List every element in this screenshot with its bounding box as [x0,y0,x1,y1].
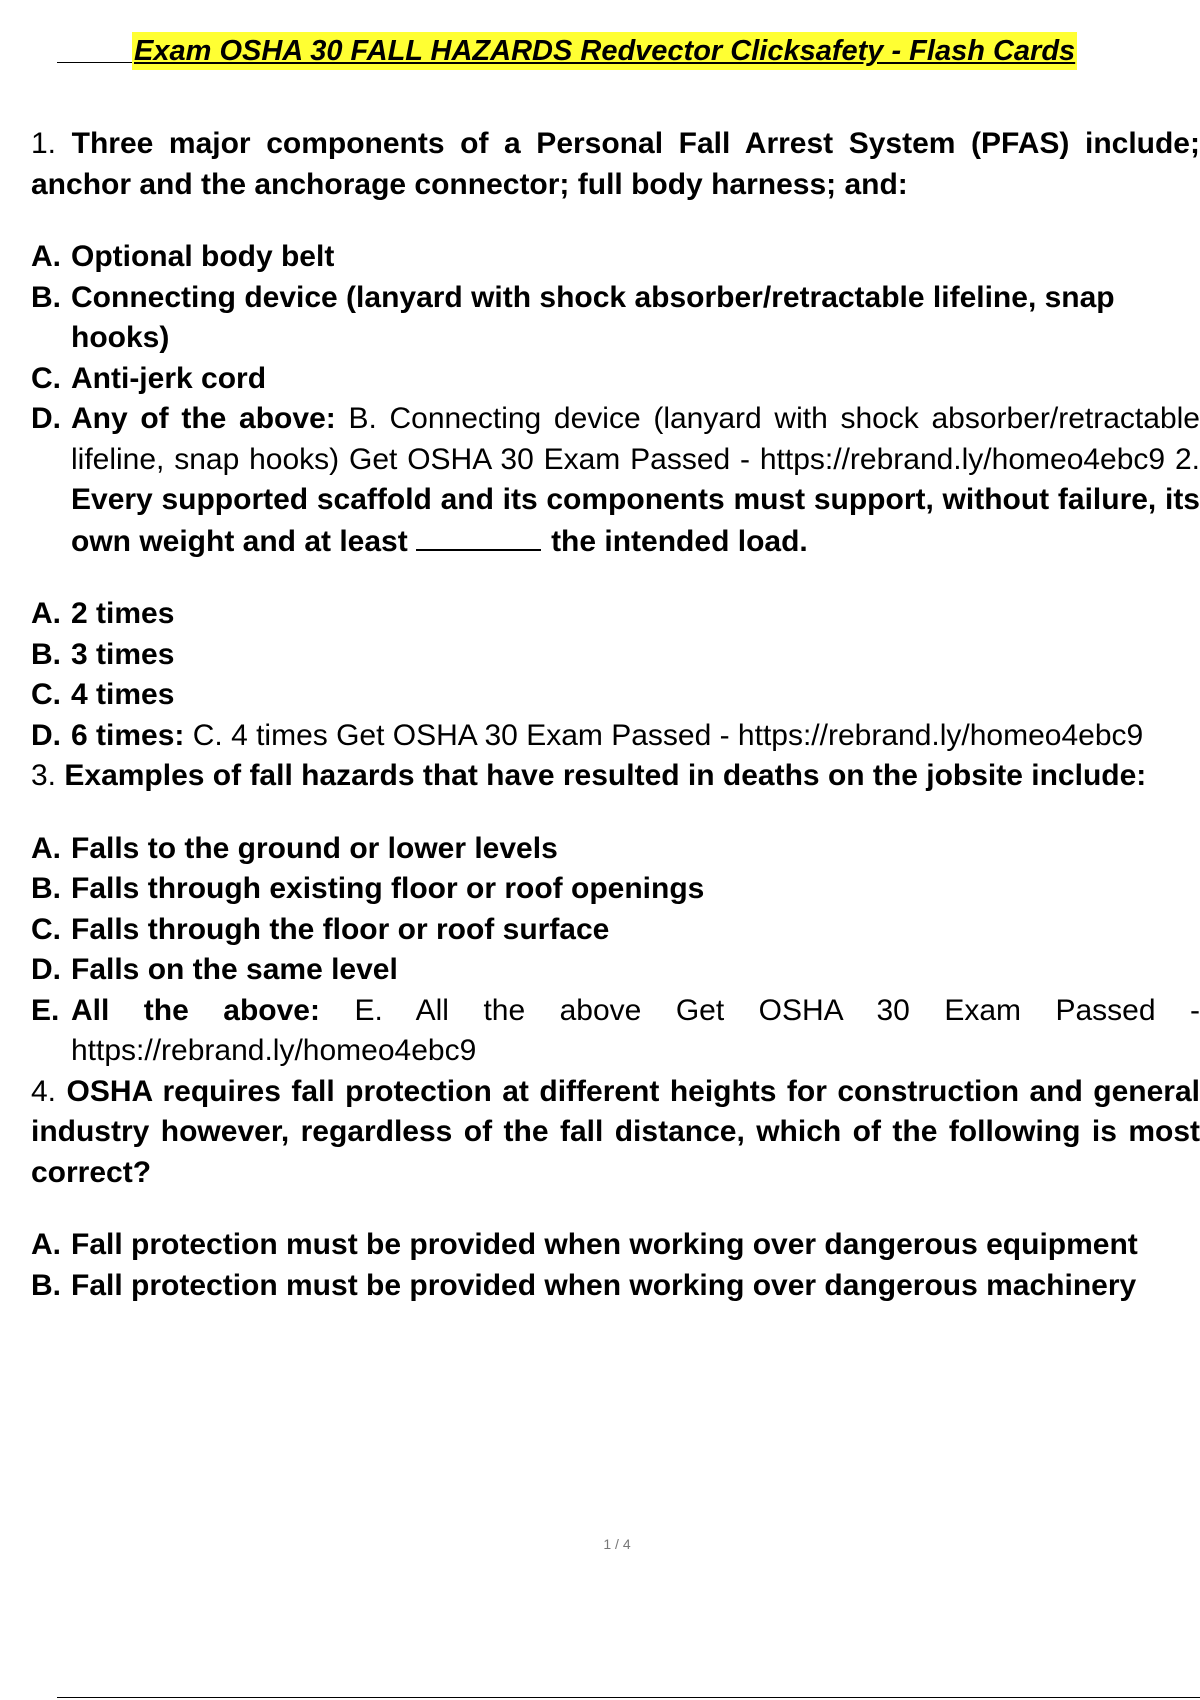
document-title: Exam OSHA 30 FALL HAZARDS Redvector Clicksafety - Flash Cards [132,32,1077,70]
option-letter: C. [31,361,61,395]
question-number: 2. [1174,442,1200,476]
option-item [31,675,1200,716]
option-text [71,991,1200,1072]
option-label: 6 times: [71,718,185,752]
title-leading-rule [57,62,132,63]
question-text: Examples of fall hazards that have resulted in deaths on the jobsite include: [64,759,1147,792]
option-text: Falls through existing floor or roof openings [71,872,705,905]
question-4 [31,1072,1200,1194]
answer-blank [416,521,541,551]
question-text-end: the intended load. [551,524,808,558]
option-item [31,359,1200,400]
option-text: Anti-jerk cord [71,361,267,395]
answer-text: E. All the above Get OSHA 30 Exam Passed - https://rebrand.ly/homeo4ebc9 [71,993,1200,1067]
option-letter: E. [31,993,60,1027]
option-letter: D. [31,718,61,752]
option-item [31,950,1200,991]
option-letter: A. [31,240,61,273]
option-letter: D. [31,953,61,986]
option-text: Falls on the same level [71,953,398,986]
option-text: Falls through the floor or roof surface [71,912,610,946]
question-text: OSHA requires fall protection at different heights for construction and general industry however, regardless of the fall distance, which of the following is most correct? [31,1074,1200,1189]
option-label: All the above: [71,993,320,1027]
option-label: Any of the above: [71,402,336,435]
option-letter: A. [31,831,61,865]
option-item [31,716,1200,757]
option-item [31,278,1200,359]
flash-cards-content [31,124,1200,1306]
option-letter: C. [31,912,61,946]
answer-text: C. 4 times Get OSHA 30 Exam Passed - https://rebrand.ly/homeo4ebc9 [192,718,1144,752]
option-item [31,399,1200,562]
option-item [31,635,1200,676]
option-letter: B. [31,1268,61,1302]
option-letter: A. [31,597,61,630]
bottom-rule [57,1697,1200,1698]
option-letter: B. [31,637,61,671]
option-text: 3 times [71,637,175,671]
question-text: Three major components of a Personal Fall Arrest System (PFAS) include; anchor and the anchorage connector; full body harness; and: [31,127,1200,201]
option-item [31,910,1200,951]
option-item [31,1225,1200,1266]
option-item [31,237,1200,278]
option-item [31,594,1200,635]
option-text: 4 times [71,678,175,711]
option-text: Falls to the ground or lower levels [71,831,558,865]
option-letter: B. [31,872,61,905]
question-1 [31,124,1200,205]
option-item [31,869,1200,910]
option-text: Optional body belt [71,240,335,273]
page-number: 1 / 4 [603,1536,631,1552]
option-item [31,991,1200,1072]
option-item [31,1266,1200,1307]
question-3 [31,756,1200,797]
option-text: 2 times [71,597,175,630]
option-letter: C. [31,678,61,711]
option-letter: A. [31,1228,61,1261]
answer-text: B. Connecting device (lanyard with shock absorber/retractable lifeline, snap hooks) Get OSHA 30 Exam Passed - https://rebrand.ly/homeo4ebc9 [71,402,1200,476]
option-letter: B. [31,280,61,314]
option-item [31,829,1200,870]
question-text: Every supported scaffold and its components must support, without failure, its own weight and at least [71,483,1200,558]
option-text: Connecting device (lanyard with shock absorber/retractable lifeline, snap hooks) [71,280,1115,354]
option-letter: D. [31,402,61,435]
option-text: Fall protection must be provided when working over dangerous machinery [71,1268,1137,1302]
question-number: 4. [31,1074,57,1108]
option-text: Fall protection must be provided when working over dangerous equipment [71,1228,1138,1261]
option-text [71,716,1200,757]
question-number: 1. [31,127,57,160]
option-text [71,399,1200,562]
question-number: 3. [31,759,57,792]
